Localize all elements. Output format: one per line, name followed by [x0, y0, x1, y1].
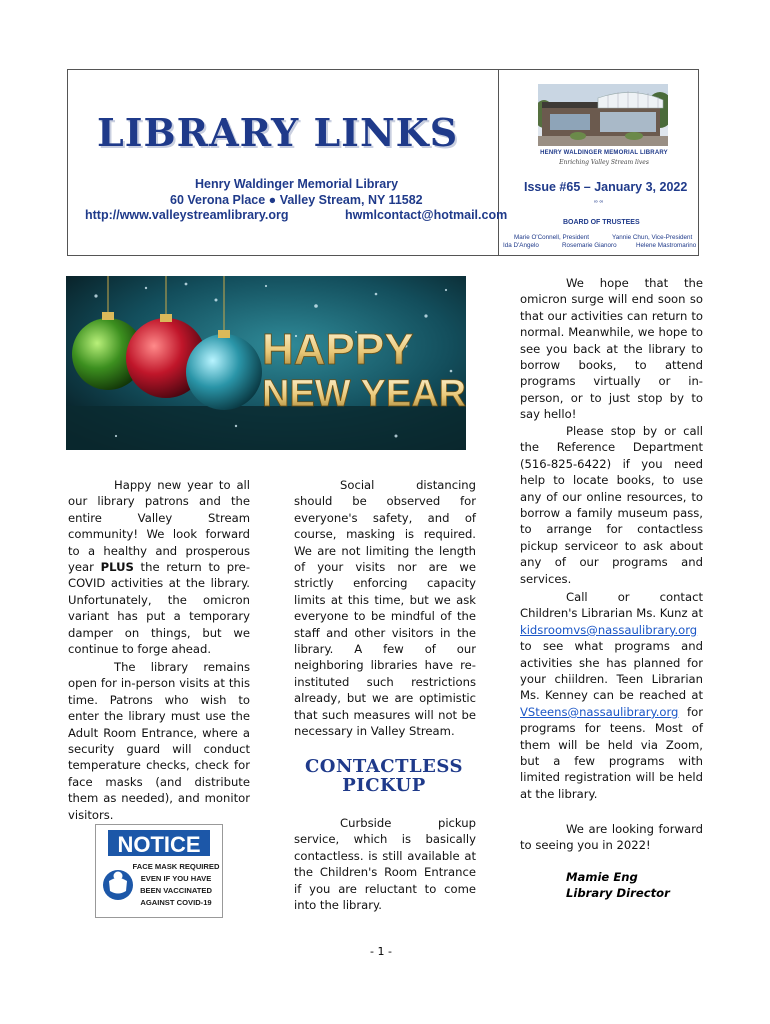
masthead-title: LIBRARY LINKS — [97, 110, 459, 155]
text: the return to pre-COVID activities at the library. Unfortunately, the omicron variant has put a temporary damper on things, but we continue to forge ahead. — [68, 560, 250, 657]
heading-line-2: PICKUP — [342, 775, 426, 796]
teen-email-link[interactable]: VSteens@nassaulibrary.org — [520, 704, 679, 719]
face-mask-notice-sign — [95, 824, 223, 918]
col3-paragraph-1 — [520, 275, 703, 423]
kids-room-email-link[interactable]: kidsroomvs@nassaulibrary.org — [520, 622, 698, 637]
library-url[interactable]: http://www.valleystreamlibrary.org — [85, 208, 289, 222]
library-address: 60 Verona Place ● Valley Stream, NY 11582 — [170, 193, 423, 207]
text: Social distancing should be observed for everyone's safety, and of course, masking is required. We are not limiting the length of your visits nor are we strictly enforcing capacity limits at this time, but we ask everyone to be mindful of the staff and other visitors in the library. A few of our neighboring libraries have re-instituted such restrictions already, but we are optimistic that such measures will not be necessary in Valley Stream. — [294, 478, 476, 739]
text: Call or contact Children's Librarian Ms. Kunz at — [520, 590, 703, 621]
board-of-trustees-title: BOARD OF TRUSTEES — [563, 219, 640, 226]
col3-paragraph-4 — [520, 821, 703, 854]
text: to see what programs and activities she has planned for your chiildren. Teen Librarian Ms. Kenney can be reached at — [520, 639, 703, 703]
photo-tagline: Enriching Valley Stream lives — [559, 159, 649, 166]
text: We hope that the omicron surge will end soon so that our activities can return to normal. Meanwhile, we hope to see you back at the library to borrow books, to attend programs virtually or in-person, or to just stop by to say hello! — [520, 276, 703, 422]
text: for programs for teens. Most of them will be held via Zoom, but a few programs with limited registration will be held at the library. — [520, 704, 703, 801]
text: Please stop by or call the Reference Department (516-825-6422) if you need help to locate books, to use any of our online resources, to borrow a family museum pass, to arrange for contactless pickup serviceor to ask about any of our programs and services. — [520, 424, 703, 586]
notice-line-4: AGAINST COVID-19 — [140, 898, 212, 907]
trustee-name: Marie O'Connell, President — [514, 234, 590, 241]
text: PLUS — [100, 560, 134, 575]
issue-number-date: Issue #65 – January 3, 2022 — [524, 180, 688, 194]
issue-ornament: ∞ ∞ — [594, 199, 604, 205]
trustee-name: Rosemarie Gianoro — [562, 242, 617, 249]
library-email[interactable]: hwmlcontact@hotmail.com — [345, 208, 508, 222]
col2-paragraph-2 — [294, 815, 476, 913]
trustee-name: Yannie Chun, Vice-President — [612, 234, 693, 241]
notice-line-1: FACE MASK REQUIRED — [132, 862, 220, 871]
col3-paragraph-3 — [520, 589, 703, 802]
text: The library remains open for in-person visits at this time. Patrons who wish to enter the library must use the Adult Room Entrance, where a security guard will conduct temperature checks, check for face masks (and distribute them as needed), and monitor visitors. — [68, 660, 250, 822]
notice-line-2: EVEN IF YOU HAVE — [140, 874, 212, 883]
banner-new-year-text: NEW YEAR — [262, 373, 466, 415]
photo-caption: HENRY WALDINGER MEMORIAL LIBRARY — [540, 150, 668, 156]
heading-line-1: CONTACTLESS — [304, 756, 464, 777]
notice-title: NOTICE — [117, 832, 201, 857]
trustee-name: Ida D'Angelo — [503, 242, 539, 249]
library-name: Henry Waldinger Memorial Library — [195, 177, 399, 191]
signature-title: Library Director — [566, 886, 670, 900]
col1-paragraph-1 — [68, 477, 250, 657]
happy-new-year-banner — [66, 276, 466, 450]
library-building-photo — [538, 84, 668, 146]
col2-paragraph-1 — [294, 477, 476, 740]
text: Curbside pickup service, which is basically contactless. is still available at the Children's Room Entrance if you are reluctant to come into the library. — [294, 816, 476, 913]
contactless-pickup-heading — [300, 757, 468, 795]
col3-paragraph-2 — [520, 423, 703, 587]
notice-line-3: BEEN VACCINATED — [140, 886, 212, 895]
trustee-name: Helene Mastromarino — [636, 242, 697, 249]
text: Happy new year to all our library patrons and the entire Valley Stream community! We look forward to a healthy and prosperous year — [68, 478, 250, 575]
banner-happy-text: HAPPY — [262, 325, 414, 374]
signature-name: Mamie Eng — [566, 870, 638, 884]
col1-paragraph-2 — [68, 659, 250, 823]
page-number: - 1 - — [370, 945, 392, 958]
text: We are looking forward to seeing you in 2022! — [520, 822, 703, 853]
header-divider — [498, 69, 499, 256]
